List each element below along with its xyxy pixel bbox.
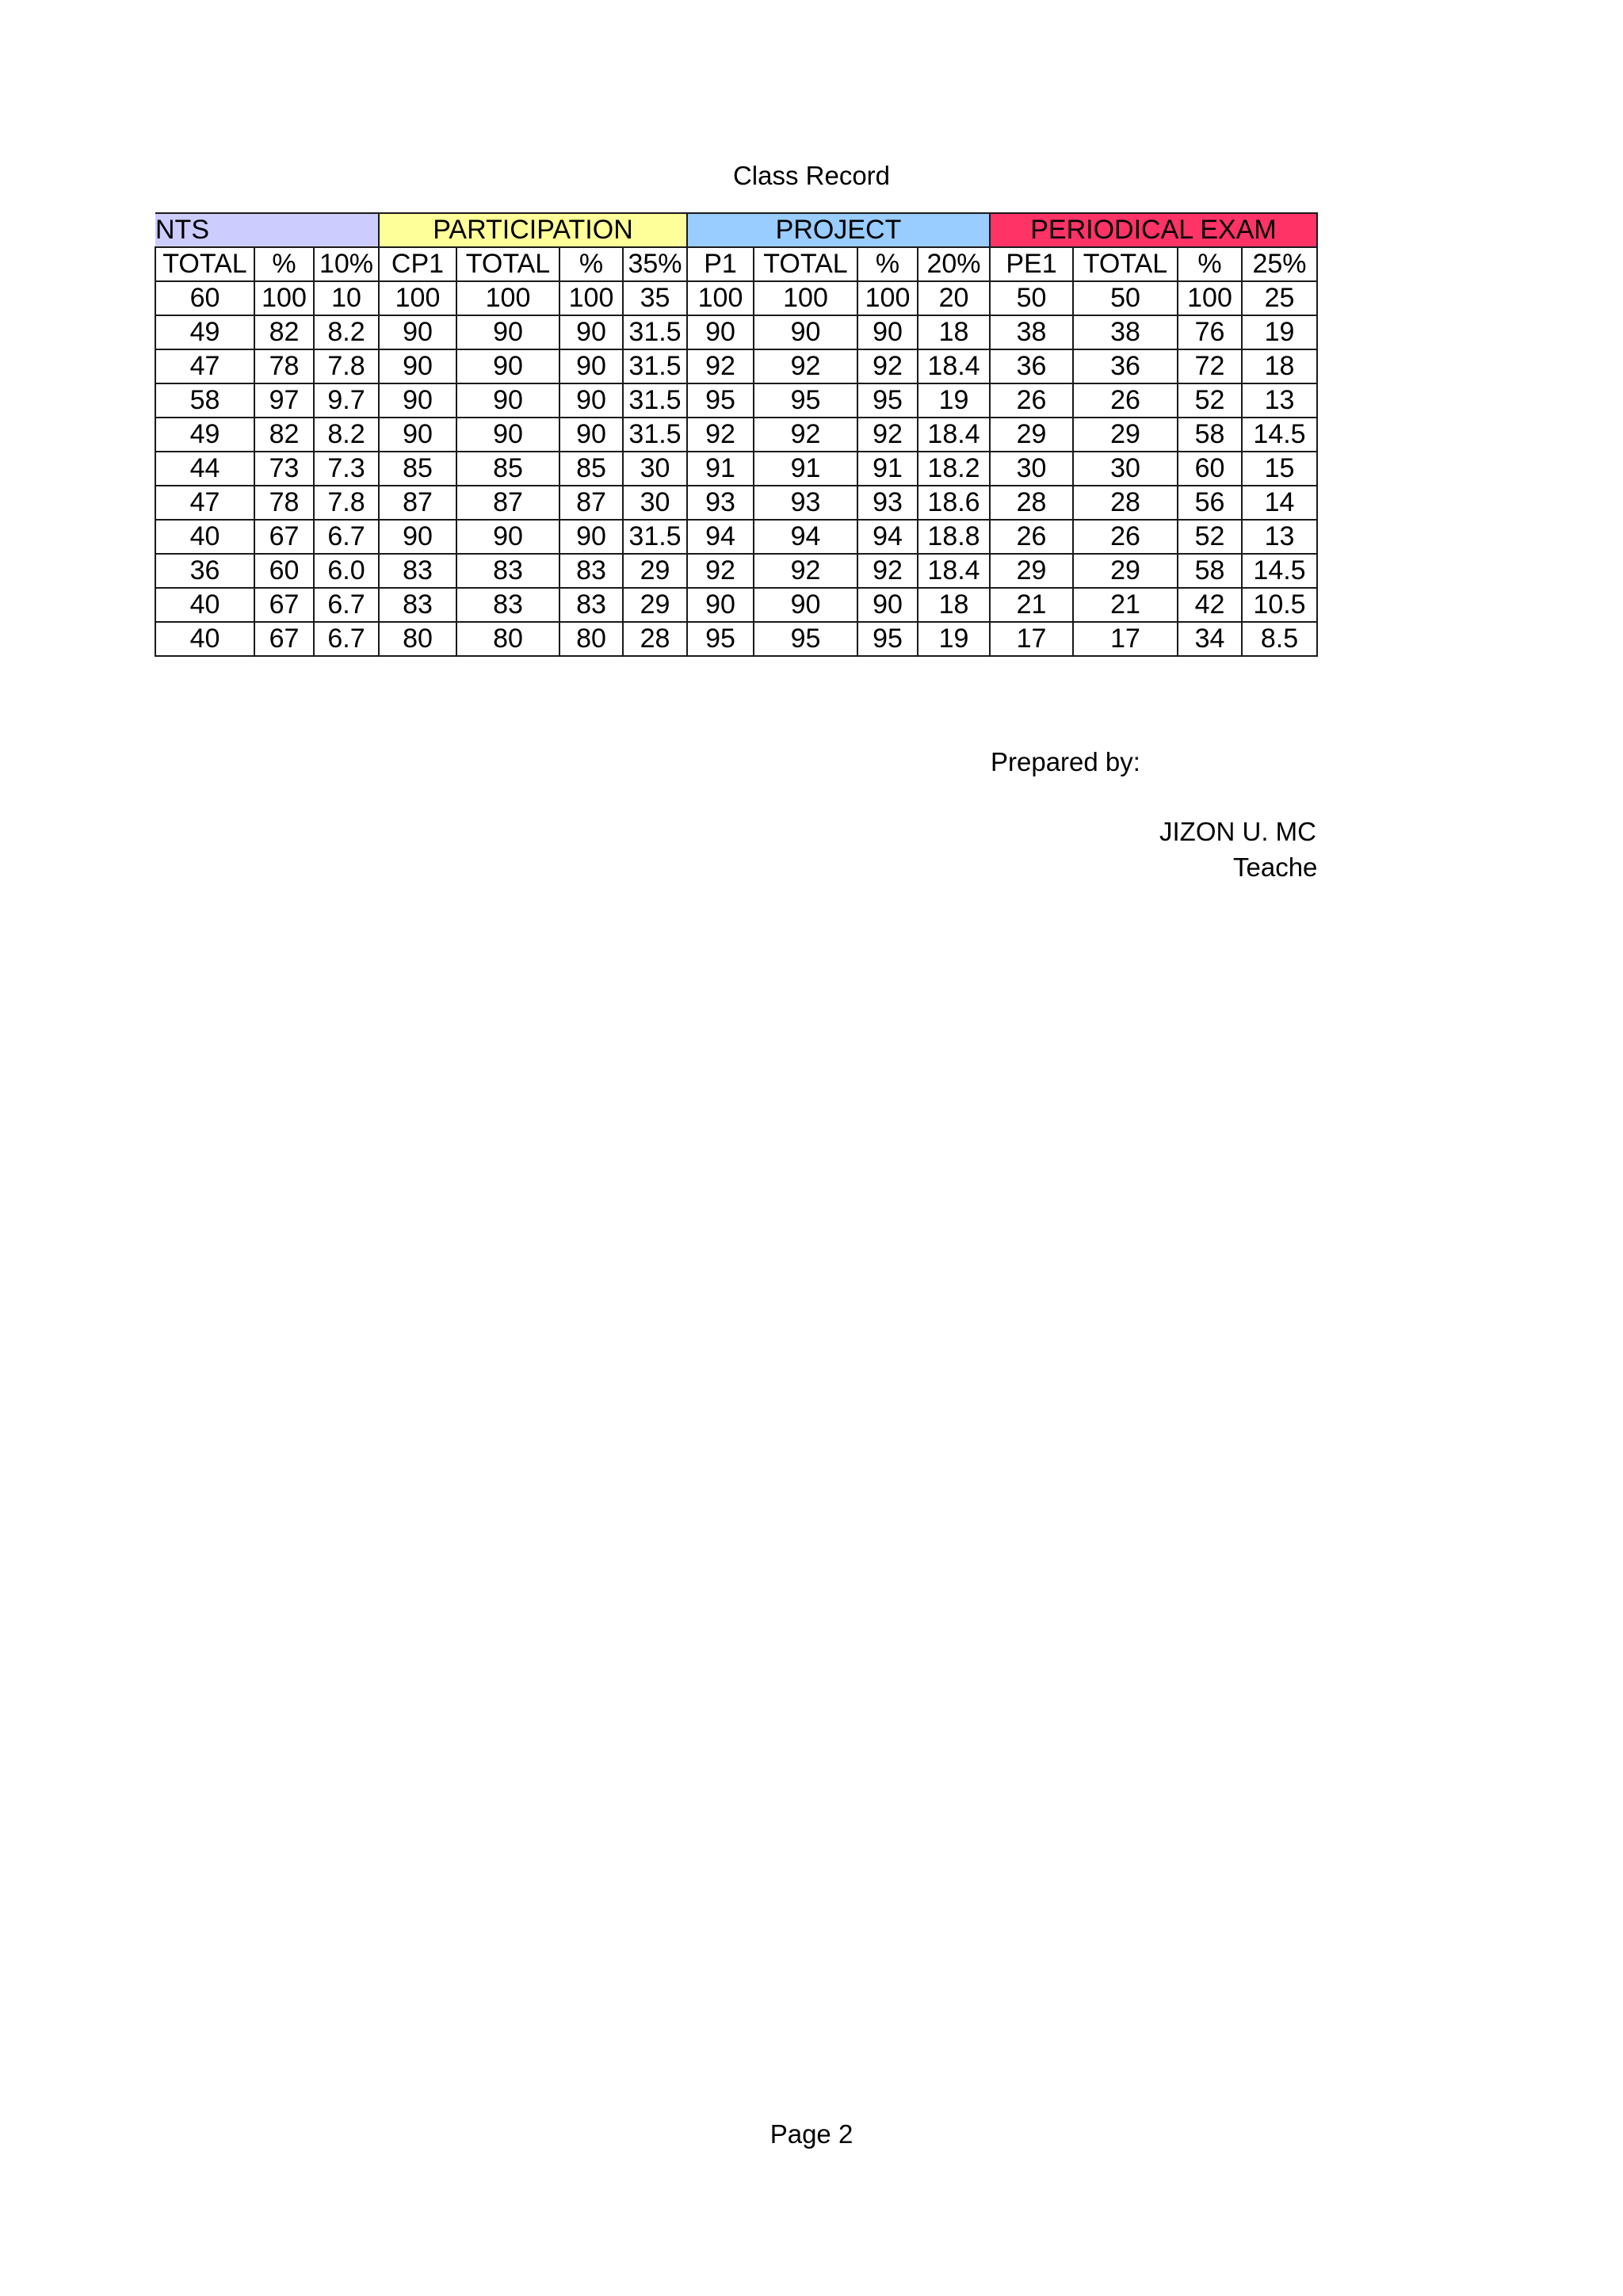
table-cell: 90	[857, 588, 918, 622]
table-cell: 94	[687, 520, 754, 554]
table-cell: 7.8	[314, 349, 379, 383]
table-cell: 29	[1073, 418, 1178, 452]
section-header-row	[155, 213, 1317, 247]
table-cell: 90	[687, 315, 754, 349]
table-cell: 87	[456, 486, 559, 520]
table-cell: 36	[1073, 349, 1178, 383]
table-cell: 6.0	[314, 554, 379, 588]
table-cell: 28	[1073, 486, 1178, 520]
table-cell: 30	[990, 452, 1073, 486]
table-cell: 29	[990, 554, 1073, 588]
table-cell: 67	[254, 588, 314, 622]
table-cell: 93	[754, 486, 857, 520]
table-cell: 44	[155, 452, 254, 486]
table-cell: 31.5	[623, 383, 687, 418]
table-cell: 13	[1242, 383, 1317, 418]
table-cell: 8.5	[1242, 622, 1317, 656]
table-cell: 60	[155, 281, 254, 315]
table-cell: 90	[379, 520, 456, 554]
column-header: TOTAL	[754, 247, 857, 281]
table-cell: 42	[1178, 588, 1242, 622]
table-cell: 58	[1178, 554, 1242, 588]
table-cell: 29	[623, 554, 687, 588]
table-cell: 26	[1073, 383, 1178, 418]
table-cell: 36	[155, 554, 254, 588]
table-cell: 29	[990, 418, 1073, 452]
table-cell: 91	[857, 452, 918, 486]
table-cell: 72	[1178, 349, 1242, 383]
table-cell: 100	[857, 281, 918, 315]
column-header: %	[254, 247, 314, 281]
table-cell: 100	[456, 281, 559, 315]
table-cell: 100	[559, 281, 623, 315]
table-cell: 95	[857, 383, 918, 418]
table-cell: 95	[687, 383, 754, 418]
table-cell: 21	[990, 588, 1073, 622]
table-cell: 17	[990, 622, 1073, 656]
table-cell: 80	[379, 622, 456, 656]
table-cell: 14.5	[1242, 418, 1317, 452]
table-cell: 90	[456, 383, 559, 418]
table-cell: 28	[990, 486, 1073, 520]
table-cell: 14	[1242, 486, 1317, 520]
table-cell: 93	[857, 486, 918, 520]
table-cell: 83	[559, 588, 623, 622]
table-cell: 18.6	[918, 486, 990, 520]
signatory-role: Teache	[1233, 852, 1318, 882]
table-cell: 49	[155, 418, 254, 452]
table-cell: 20	[918, 281, 990, 315]
table-cell: 91	[687, 452, 754, 486]
table-cell: 90	[754, 315, 857, 349]
table-row	[155, 588, 1317, 622]
table-cell: 100	[254, 281, 314, 315]
table-cell: 94	[857, 520, 918, 554]
table-cell: 58	[1178, 418, 1242, 452]
table-cell: 50	[1073, 281, 1178, 315]
table-row	[155, 520, 1317, 554]
table-cell: 85	[379, 452, 456, 486]
table-cell: 92	[687, 554, 754, 588]
table-cell: 8.2	[314, 315, 379, 349]
table-cell: 40	[155, 520, 254, 554]
table-cell: 17	[1073, 622, 1178, 656]
table-cell: 90	[687, 588, 754, 622]
table-cell: 95	[857, 622, 918, 656]
table-cell: 92	[754, 349, 857, 383]
table-cell: 83	[559, 554, 623, 588]
table-cell: 92	[754, 554, 857, 588]
table-cell: 95	[754, 383, 857, 418]
table-cell: 25	[1242, 281, 1317, 315]
table-cell: 82	[254, 418, 314, 452]
table-cell: 90	[379, 315, 456, 349]
table-row	[155, 486, 1317, 520]
table-cell: 91	[754, 452, 857, 486]
table-cell: 38	[990, 315, 1073, 349]
table-cell: 31.5	[623, 418, 687, 452]
table-cell: 95	[687, 622, 754, 656]
table-cell: 26	[990, 383, 1073, 418]
page-number: Page 2	[769, 2119, 854, 2149]
table-cell: 82	[254, 315, 314, 349]
column-header: TOTAL	[1073, 247, 1178, 281]
table-cell: 83	[456, 588, 559, 622]
table-cell: 56	[1178, 486, 1242, 520]
table-cell: 80	[559, 622, 623, 656]
class-record-table	[155, 212, 1318, 657]
column-header-row	[155, 247, 1317, 281]
column-header: CP1	[379, 247, 456, 281]
column-header: PE1	[990, 247, 1073, 281]
table-cell: 18	[918, 315, 990, 349]
table-cell: 6.7	[314, 588, 379, 622]
table-cell: 78	[254, 486, 314, 520]
table-cell: 15	[1242, 452, 1317, 486]
table-cell: 10	[314, 281, 379, 315]
table-cell: 90	[456, 520, 559, 554]
table-cell: 26	[990, 520, 1073, 554]
table-cell: 90	[456, 349, 559, 383]
section-header-cut: NTS	[155, 213, 379, 247]
table-cell: 52	[1178, 383, 1242, 418]
column-header: 25%	[1242, 247, 1317, 281]
table-row	[155, 622, 1317, 656]
table-cell: 29	[623, 588, 687, 622]
table-cell: 13	[1242, 520, 1317, 554]
table-cell: 49	[155, 315, 254, 349]
table-cell: 92	[687, 349, 754, 383]
document-title: Class Record	[732, 161, 891, 190]
table-row	[155, 315, 1317, 349]
column-header: P1	[687, 247, 754, 281]
table-cell: 95	[754, 622, 857, 656]
table-cell: 19	[1242, 315, 1317, 349]
table-cell: 87	[379, 486, 456, 520]
table-cell: 90	[559, 520, 623, 554]
table-cell: 26	[1073, 520, 1178, 554]
table-cell: 50	[990, 281, 1073, 315]
column-header: 35%	[623, 247, 687, 281]
table-cell: 67	[254, 622, 314, 656]
table-cell: 31.5	[623, 315, 687, 349]
section-header-project: PROJECT	[687, 213, 990, 247]
table-cell: 47	[155, 486, 254, 520]
table-cell: 40	[155, 588, 254, 622]
table-row	[155, 418, 1317, 452]
table-cell: 92	[857, 554, 918, 588]
table-cell: 83	[379, 554, 456, 588]
table-cell: 18.4	[918, 418, 990, 452]
table-row	[155, 452, 1317, 486]
table-body	[155, 281, 1317, 656]
table-cell: 93	[687, 486, 754, 520]
column-header: TOTAL	[155, 247, 254, 281]
table-cell: 90	[559, 315, 623, 349]
table-cell: 92	[857, 349, 918, 383]
table-cell: 85	[456, 452, 559, 486]
table-cell: 73	[254, 452, 314, 486]
table-cell: 7.8	[314, 486, 379, 520]
table-cell: 18.4	[918, 554, 990, 588]
table-cell: 6.7	[314, 520, 379, 554]
table-cell: 36	[990, 349, 1073, 383]
table-cell: 90	[456, 315, 559, 349]
table-row	[155, 281, 1317, 315]
table-cell: 100	[687, 281, 754, 315]
table-cell: 35	[623, 281, 687, 315]
table-row	[155, 554, 1317, 588]
table-cell: 100	[379, 281, 456, 315]
table-cell: 90	[379, 349, 456, 383]
table-cell: 92	[754, 418, 857, 452]
table-cell: 19	[918, 383, 990, 418]
table-cell: 31.5	[623, 349, 687, 383]
table-cell: 34	[1178, 622, 1242, 656]
table-cell: 97	[254, 383, 314, 418]
column-header: %	[559, 247, 623, 281]
table-cell: 52	[1178, 520, 1242, 554]
table-cell: 60	[1178, 452, 1242, 486]
column-header: 20%	[918, 247, 990, 281]
table-row	[155, 383, 1317, 418]
table-cell: 19	[918, 622, 990, 656]
table-cell: 7.3	[314, 452, 379, 486]
table-cell: 90	[559, 383, 623, 418]
table-cell: 31.5	[623, 520, 687, 554]
table-cell: 85	[559, 452, 623, 486]
table-cell: 67	[254, 520, 314, 554]
table-cell: 83	[379, 588, 456, 622]
table-cell: 90	[559, 418, 623, 452]
column-header: %	[857, 247, 918, 281]
table-cell: 92	[687, 418, 754, 452]
table-cell: 90	[379, 383, 456, 418]
signatory-name: JIZON U. MC	[1159, 817, 1316, 846]
table-cell: 90	[379, 418, 456, 452]
prepared-by-label: Prepared by:	[991, 747, 1140, 776]
table-cell: 18	[1242, 349, 1317, 383]
table-cell: 94	[754, 520, 857, 554]
table-cell: 29	[1073, 554, 1178, 588]
table-cell: 18	[918, 588, 990, 622]
table-cell: 47	[155, 349, 254, 383]
table-cell: 18.2	[918, 452, 990, 486]
table-cell: 100	[1178, 281, 1242, 315]
table-cell: 14.5	[1242, 554, 1317, 588]
table-cell: 60	[254, 554, 314, 588]
table-cell: 30	[1073, 452, 1178, 486]
table-cell: 18.4	[918, 349, 990, 383]
table-cell: 92	[857, 418, 918, 452]
table-cell: 8.2	[314, 418, 379, 452]
table-cell: 9.7	[314, 383, 379, 418]
section-header-participation: PARTICIPATION	[379, 213, 687, 247]
column-header: 10%	[314, 247, 379, 281]
column-header: TOTAL	[456, 247, 559, 281]
table-cell: 30	[623, 486, 687, 520]
table-cell: 38	[1073, 315, 1178, 349]
table-cell: 76	[1178, 315, 1242, 349]
table-cell: 90	[456, 418, 559, 452]
table-cell: 87	[559, 486, 623, 520]
table-cell: 90	[559, 349, 623, 383]
table-cell: 78	[254, 349, 314, 383]
table-cell: 6.7	[314, 622, 379, 656]
table-cell: 83	[456, 554, 559, 588]
table-cell: 18.8	[918, 520, 990, 554]
table-cell: 90	[857, 315, 918, 349]
table-cell: 100	[754, 281, 857, 315]
table-cell: 80	[456, 622, 559, 656]
section-header-periodical-exam: PERIODICAL EXAM	[990, 213, 1317, 247]
table-cell: 21	[1073, 588, 1178, 622]
column-header: %	[1178, 247, 1242, 281]
table-cell: 90	[754, 588, 857, 622]
table-cell: 30	[623, 452, 687, 486]
table-cell: 40	[155, 622, 254, 656]
table-cell: 58	[155, 383, 254, 418]
class-record-grid	[155, 212, 1318, 657]
table-cell: 28	[623, 622, 687, 656]
table-cell: 10.5	[1242, 588, 1317, 622]
table-row	[155, 349, 1317, 383]
